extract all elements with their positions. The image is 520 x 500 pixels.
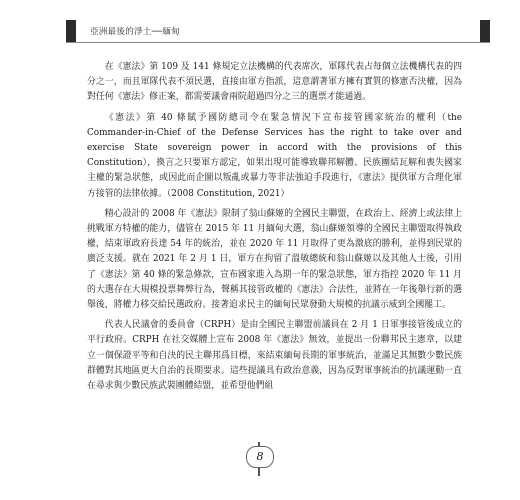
- body-text: [87, 60, 462, 399]
- paragraph: 在《憲法》第 109 及 141 條規定立法機構的代表席次，軍隊代表占每個立法機構代表的四分之一，而且軍隊代表不須民選，直接由軍方指派，這意謂著軍方擁有實質的修憲否決權，因為對任何《憲法》修正案，都需要議會兩院超過四分之三的選票才能通過。: [87, 62, 462, 103]
- paragraph: 代表人民議會的委員會（CRPH）是由全國民主聯盟前議員在 2 月 1 日軍事接管後成立的平行政府。CRPH 在社交媒體上宣布 2008 年《憲法》無效，並提出一份聯邦民主憲章，以建立一個保證平等和自決的民主聯邦爲目標，來結束緬甸長期的軍事統治，並滿足其無數少數民族群體對其地區更大自治的長期要求。這些提議具有政治意義，因為反對軍事統治的抗議運動一直在尋求與少數民族武裝團體結盟，並希望他們組: [87, 320, 462, 392]
- paragraph: 精心設計的 2008 年《憲法》限制了翁山蘇姬的全國民主聯盟，在政治上、經濟上或法律上挑戰軍方特權的能力，儘管在 2015 年 11 月緬甸大選，翁山蘇姬領導的全國民主聯盟取得執政權，結束軍政府長達 54 年的統治，並在 2020 年 11 月取得了更為激底的勝利，並得到民眾的廣泛支援。就在 2021 年 2 月 1 日，軍方在拘留了溫敏總統和翁山蘇姬以及其他人士後，引用了《憲法》第 40 條的緊急條款，宣布國家進入為期一年的緊急狀態，軍方指控 2020 年 11 月的大選存在大規模投票舞弊行為，聲稱其接管政權的《憲法》合法性，並將在一年後舉行新的選舉後，將權力移交給民選政府。接著追求民主的緬甸民眾發動大規模的抗議示威到全國罷工。: [87, 208, 462, 311]
- page-number: 8: [246, 446, 274, 468]
- paragraph: 《憲法》第 40 條賦予國防總司令在緊急情況下宣布接管國家統治的權利（the Commander-in-Chief of the Defense Services has the right to take over and exercise State sovereign power in accord with the provisions of this Constitution），換言之只要軍方認定，如果出現可能導致聯邦解體、民族團結瓦解和喪失國家主權的緊急狀態，或因此而企圖以叛亂或暴力等非法強迫手段進行，《憲法》提供軍方合理化軍方接管的法律依據。（2008 Constitution, 2021）: [87, 112, 462, 199]
- page-header: [66, 14, 490, 43]
- running-title: 亞洲最後的淨土──緬甸: [90, 27, 181, 37]
- header-right-bar: [480, 20, 490, 42]
- header-left-bar: [66, 20, 76, 42]
